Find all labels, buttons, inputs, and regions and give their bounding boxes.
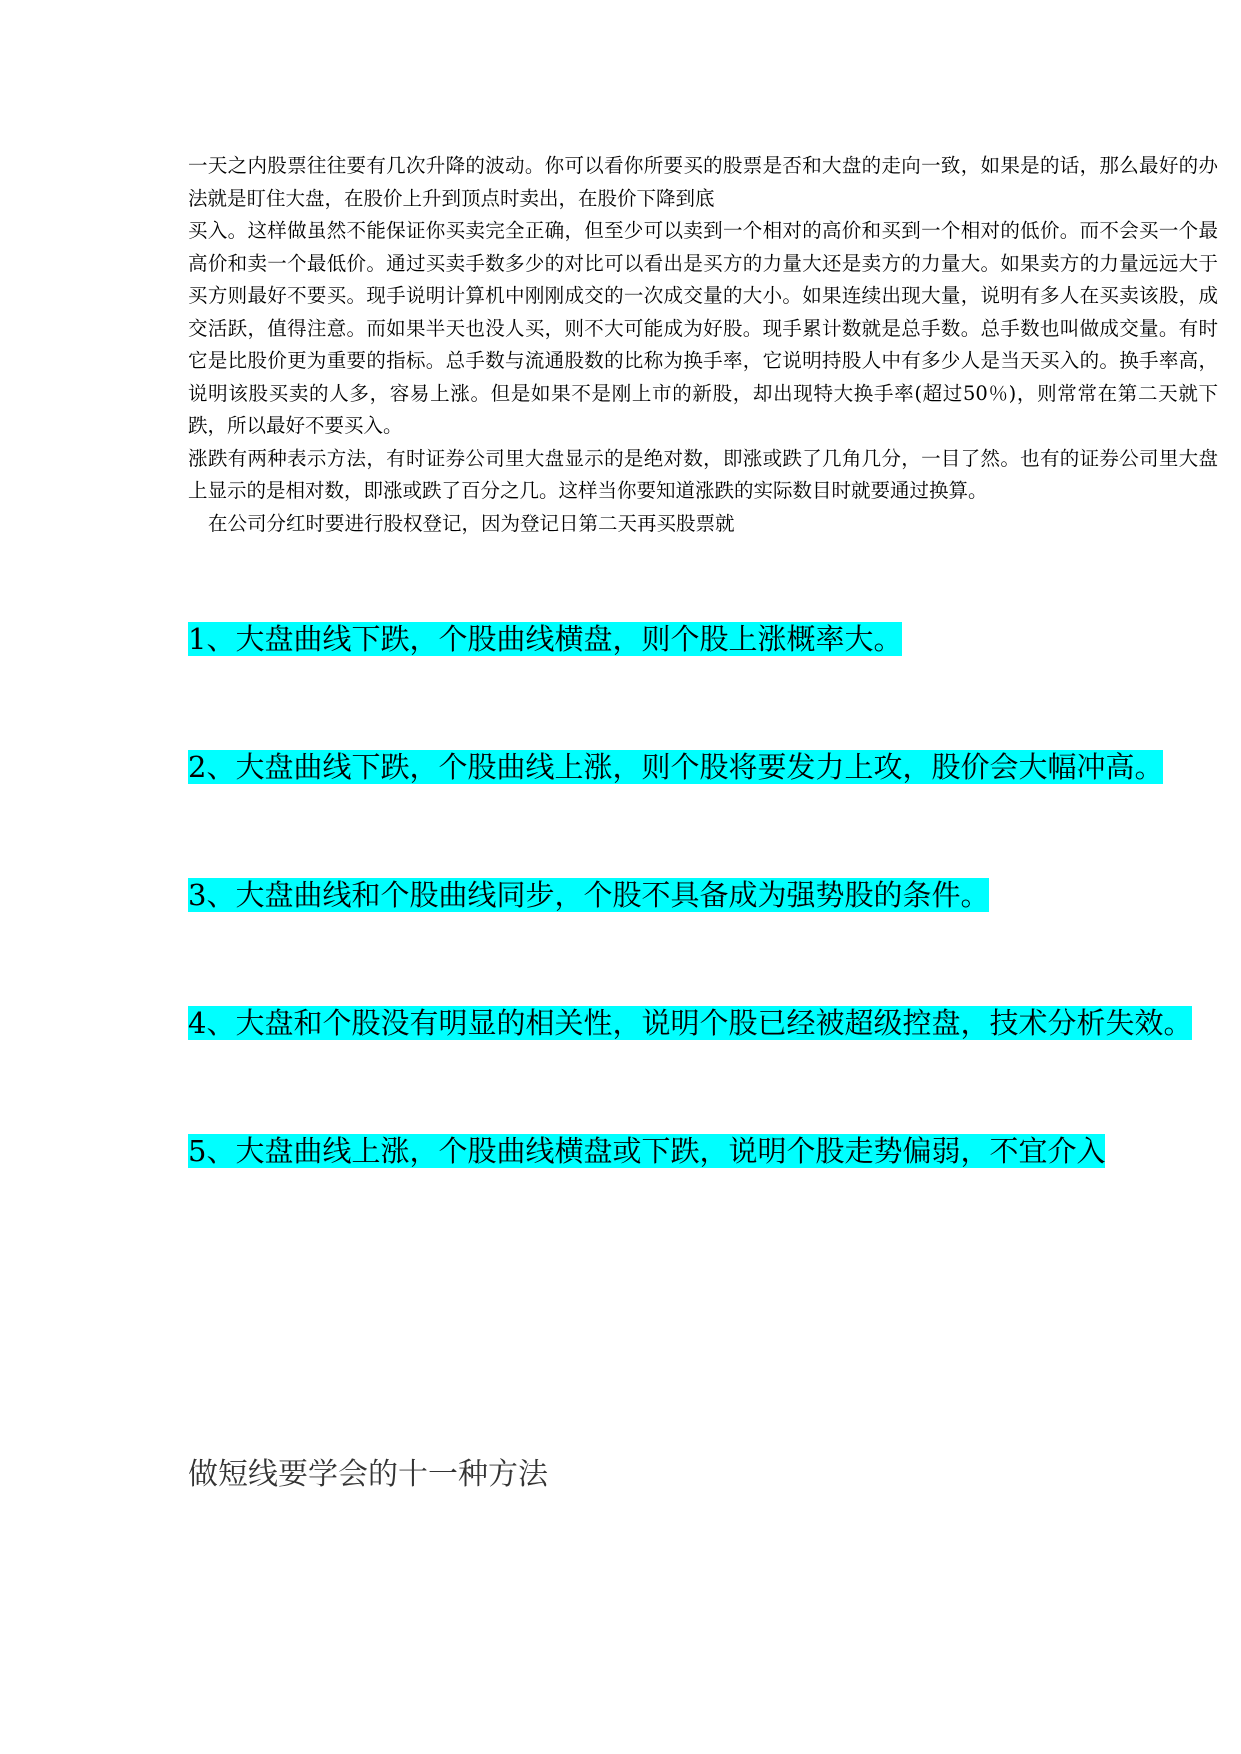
paragraph-dividend: 在公司分红时要进行股权登记，因为登记日第二天再买股票就 xyxy=(208,511,735,535)
highlighted-rule-text: 4、大盘和个股没有明显的相关性，说明个股已经被超级控盘，技术分析失效。 xyxy=(188,1006,1193,1040)
highlighted-rule-text: 3、大盘曲线和个股曲线同步，个股不具备成为强势股的条件。 xyxy=(188,878,990,912)
highlighted-rule-4 xyxy=(188,1002,1192,1044)
highlighted-rule-2 xyxy=(188,746,1163,788)
highlighted-rule-1 xyxy=(188,618,902,660)
section-heading: 做短线要学会的十一种方法 xyxy=(188,1457,548,1492)
highlighted-rule-text: 2、大盘曲线下跌，个股曲线上涨，则个股将要发力上攻，股价会大幅冲高。 xyxy=(188,750,1164,784)
paragraph-intraday: 一天之内股票往往要有几次升降的波动。你可以看你所要买的股票是否和大盘的走向一致，如果是的话，那么最好的办法就是盯住大盘，在股价上升到顶点时卖出，在股价下降到底 xyxy=(188,154,1218,210)
highlighted-rule-3 xyxy=(188,874,989,916)
highlighted-rule-text: 1、大盘曲线下跌，个股曲线横盘，则个股上涨概率大。 xyxy=(188,622,903,656)
highlighted-rule-5 xyxy=(188,1130,1105,1172)
highlighted-rule-text: 5、大盘曲线上涨，个股曲线横盘或下跌，说明个股走势偏弱，不宜介入 xyxy=(188,1134,1106,1168)
body-text xyxy=(188,150,1218,540)
paragraph-volume: 买入。这样做虽然不能保证你买卖完全正确，但至少可以卖到一个相对的高价和买到一个相对的低价。而不会买一个最高价和卖一个最低价。通过买卖手数多少的对比可以看出是买方的力量大还是卖方的力量大。如果卖方的力量远远大于买方则最好不要买。现手说明计算机中刚刚成交的一次成交量的大小。如果连续出现大量，说明有多人在买卖该股，成交活跃，值得注意。而如果半天也没人买，则不大可能成为好股。现手累计数就是总手数。总手数也叫做成交量。有时它是比股价更为重要的指标。总手数与流通股数的比称为换手率，它说明持股人中有多少人是当天买入的。换手率高，说明该股买卖的人多，容易上涨。但是如果不是刚上市的新股，却出现特大换手率(超过50％)，则常常在第二天就下跌，所以最好不要买入。 xyxy=(188,219,1218,437)
paragraph-price-change: 涨跌有两种表示方法，有时证券公司里大盘显示的是绝对数，即涨或跌了几角几分，一目了然。也有的证券公司里大盘上显示的是相对数，即涨或跌了百分之几。这样当你要知道涨跌的实际数目时就要通过换算。 xyxy=(188,446,1218,502)
